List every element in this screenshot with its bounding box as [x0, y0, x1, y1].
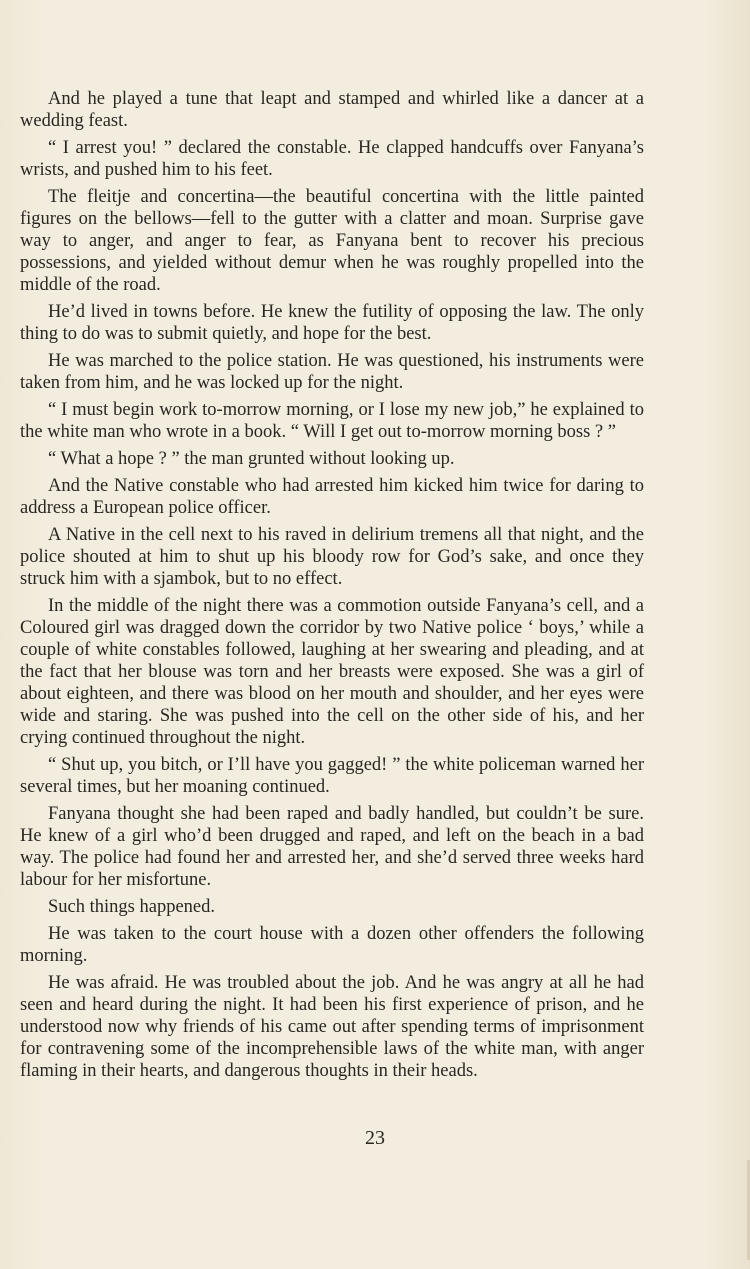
paragraph: Such things happened. [48, 897, 215, 917]
paragraph: He was afraid. He was troubled about the job. And he was angry at all he had seen and heard during the night. It had been his first experience of prison, and he understood now why friends of his came out after spending terms of imprisonment for contravening some of the incomprehensible laws of the white man, with anger flaming in their hearts, and dangerous thoughts in their heads. [20, 973, 644, 1081]
paragraph: “ Shut up, you bitch, or I’ll have you gagged! ” the white policeman warned her several times, but her moaning continued. [20, 755, 644, 797]
paragraph: And he played a tune that leapt and stamped and whirled like a dancer at a wedding feast. [20, 89, 644, 131]
paragraph: He was taken to the court house with a dozen other offenders the following morning. [20, 924, 644, 966]
paragraph: He was marched to the police station. He was questioned, his instruments were taken from him, and he was locked up for the night. [20, 351, 644, 393]
paragraph: “ I arrest you! ” declared the constable. He clapped handcuffs over Fanyana’s wrists, and pushed him to his feet. [20, 138, 644, 180]
paragraph: “ What a hope ? ” the man grunted without looking up. [48, 449, 455, 469]
page-number: 23 [365, 1127, 385, 1149]
paragraph: In the middle of the night there was a commotion outside Fanyana’s cell, and a Coloured girl was dragged down the corridor by two Native police ‘ boys,’ while a couple of white constables followed, laughing at her swearing and pleading, and at the fact that her blouse was torn and her breasts were exposed. She was a girl of about eighteen, and there was blood on her mouth and shoulder, and her eyes were wide and staring. She was pushed into the cell on the other side of his, and her crying continued throughout the night. [20, 596, 644, 748]
paragraph: A Native in the cell next to his raved in delirium tremens all that night, and the police shouted at him to shut up his bloody row for God’s sake, and once they struck him with a sjambok, but to no effect. [20, 525, 644, 589]
body-text [20, 88, 644, 1087]
paragraph: Fanyana thought she had been raped and badly handled, but couldn’t be sure. He knew of a girl who’d been drugged and raped, and left on the beach in a bad way. The police had found her and arrested her, and she’d served three weeks hard labour for her misfortune. [20, 804, 644, 890]
paragraph: “ I must begin work to-morrow morning, or I lose my new job,” he explained to the white man who wrote in a book. “ Will I get out to-morrow morning boss ? ” [20, 400, 644, 442]
paragraph: The fleitje and concertina—the beautiful concertina with the little painted figures on the bellows—fell to the gutter with a clatter and moan. Surprise gave way to anger, and anger to fear, as Fanyana bent to recover his precious possessions, and yielded without demur when he was roughly propelled into the middle of the road. [20, 187, 644, 295]
paragraph: He’d lived in towns before. He knew the futility of opposing the law. The only thing to do was to submit quietly, and hope for the best. [20, 302, 644, 344]
paragraph: And the Native constable who had arrested him kicked him twice for daring to address a European police officer. [20, 476, 644, 518]
